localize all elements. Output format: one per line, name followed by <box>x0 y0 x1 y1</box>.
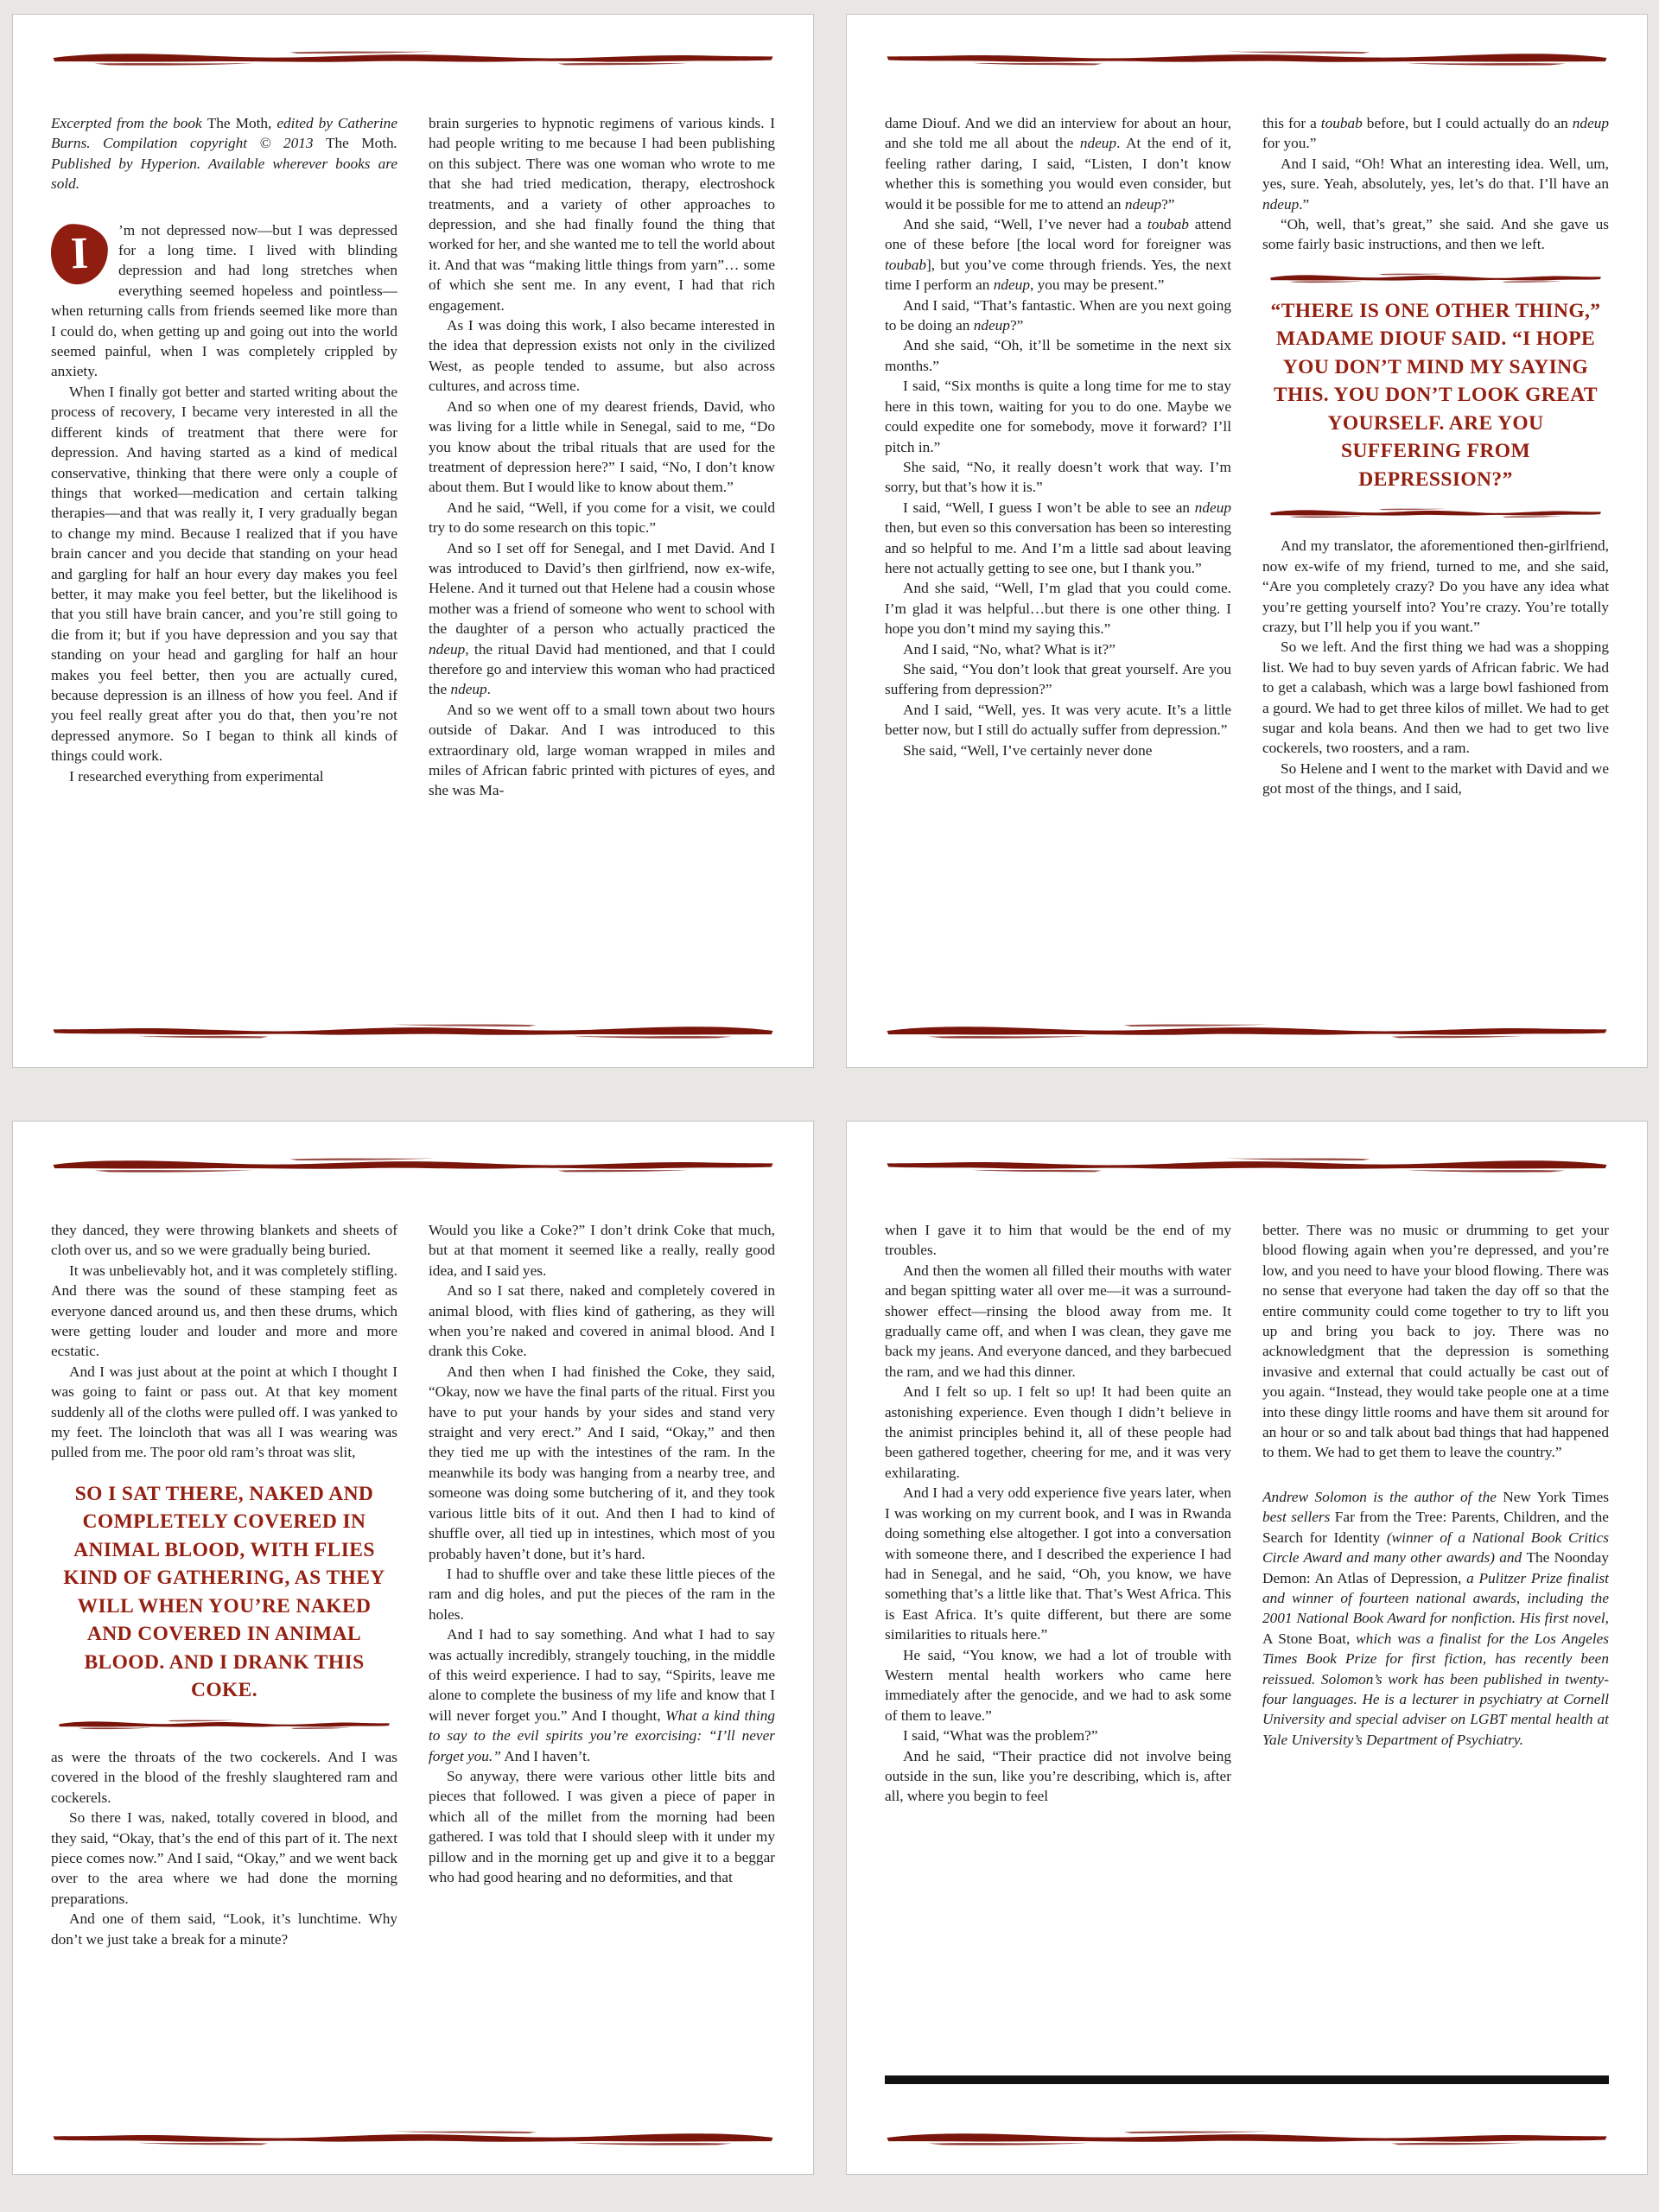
brush-rule <box>1269 272 1602 283</box>
paragraph: as were the throats of the two cockerels. And I was covered in the blood of the freshly slaughtered ram and cockerels. <box>51 1748 397 1806</box>
paragraph: And my translator, the aforementioned then-girlfriend, now ex-wife of my friend, turned to me, and she said, “Are you completely crazy? Do you have any idea what you’re getting yourself into? You’re crazy. You’re totally crazy, but I’ll help you if you want.” <box>1262 537 1609 635</box>
paragraph: And he said, “Well, if you come for a visit, we could try to do some research on this topic.” <box>429 499 775 537</box>
text-column <box>885 113 1231 991</box>
paragraph: And I felt so up. I felt so up! It had been quite an astonishing experience. Even though I didn’t believe in the animist principles behind it, all of these people had been gathered together, cheering for me, and it was very exhilarating. <box>885 1383 1231 1481</box>
paragraph: She said, “You don’t look that great yourself. Are you suffering from depression?” <box>885 660 1231 698</box>
pull-quote-block <box>1262 272 1609 519</box>
text-columns <box>885 113 1609 991</box>
paragraph: And then the women all filled their mouths with water and began spitting water all over me—it was a surround-shower effect—rinsing the blood away from me. It gradually came off, and when I was clean, they gave me back my jeans. And everyone danced, and they barbecued the ram, and we had this dinner. <box>885 1262 1231 1380</box>
brush-rule <box>885 1156 1609 1173</box>
brush-rule <box>885 2129 1609 2146</box>
paragraph-text: ’m not depressed now—but I was depressed for a long time. I lived with blinding depression and had long stretches when everything seemed hopeless and pointless—when returning calls from friends seemed like more than I could do, when getting up and going out into the world seemed painful, when I was completely crippled by anxiety. <box>51 221 397 380</box>
paragraph: And she said, “Well, I’ve never had a toubab attend one of these before [the local word for foreigner was toubab], but you’ve come through friends. Yes, the next time I perform an ndeup, you may be present.” <box>885 216 1231 294</box>
paragraph: And so when one of my dearest friends, David, who was living for a little while in Senegal, said to me, “Do you know about the tribal rituals that are used for the treatment of depression here?” I said, “No, I don’t know about them. But I would like to know about them.” <box>429 397 775 496</box>
paragraph: So we left. And the first thing we had was a shopping list. We had to buy seven yards of African fabric. We had to get a calabash, which was a large bowl fashioned from a gourd. We had to get three kilos of millet. We had to get sugar and kola beans. And then we had to get two live cockerels, two roosters, and a ram. <box>1262 639 1609 757</box>
paragraph: As I was doing this work, I also became interested in the idea that depression exists not only in the civilized West, as people tended to assume, but also across cultures, and across time. <box>429 317 775 395</box>
text-column <box>885 1220 1231 2098</box>
end-of-article-rule <box>885 2075 1609 2084</box>
paragraph: So anyway, there were various other little bits and pieces that followed. I was given a piece of paper in which all of the millet from the morning had been gathered. I was told that I should sleep with it under my pillow and in the morning get up and give it to a beggar who had good hearing and no deformities, and that <box>429 1767 775 1885</box>
paragraph: I had to shuffle over and take these little pieces of the ram and dig holes, and put the pieces of the ram in the holes. <box>429 1565 775 1623</box>
bottom-brush-rule <box>885 1022 1609 1039</box>
paragraph: And I said, “Well, yes. It was very acute. It’s a little better now, but I still do actually suffer from depression.” <box>885 701 1231 739</box>
brush-rule <box>51 1156 775 1173</box>
paragraph: And she said, “Oh, it’ll be sometime in the next six months.” <box>885 337 1231 374</box>
magazine-page-2 <box>846 14 1648 1068</box>
paragraph: And he said, “Their practice did not involve being outside in the sun, like you’re describing, which is, after all, where you begin to feel <box>885 1747 1231 1805</box>
author-bio: Andrew Solomon is the author of the New York Times best sellers Far from the Tree: Parents, Children, and the Search for Identity (winner of a National Book Critics Circle Award and many other awards) and The Noonday Demon: An Atlas of Depression, a Pulitzer Prize finalist and winner of fourteen national awards, including the 2001 National Book Award for nonfiction. His first novel, A Stone Boat, which was a finalist for the Los Angeles Times Book Prize for first fiction, has recently been reissued. Solomon’s work has been published in twenty-four languages. He is a lecturer in psychiatry at Cornell University and special adviser on LGBT mental health at Yale University’s Department of Psychiatry. <box>1262 1488 1609 1748</box>
copyright-note: Excerpted from the book The Moth, edited by Catherine Burns. Compilation copyright © 2013 The Moth. Published by Hyperion. Available wherever books are sold. <box>51 115 397 193</box>
paragraph: this for a toubab before, but I could actually do an ndeup for you.” <box>1262 115 1609 152</box>
text-column <box>1262 113 1609 991</box>
paragraph: And then when I had finished the Coke, they said, “Okay, now we have the final parts of the ritual. First you have to put your hands by your sides and stand very straight and very erect.” And I said, “Okay,” and then they tied me up with the intestines of the ram. In the meanwhile its body was hanging from a nearby tree, and someone was doing some butchering of it, and they took various little bits of it out. And then I had to kind of shuffle over, all tied up in intestines, which most of you probably haven’t done, but it’s hard. <box>429 1363 775 1562</box>
paragraph: dame Diouf. And we did an interview for about an hour, and she told me all about the ndeup. At the end of it, feeling rather daring, I said, “Listen, I don’t know whether this is something you would even consider, but would it be possible for me to attend an ndeup?” <box>885 115 1231 213</box>
paragraph: So Helene and I went to the market with David and we got most of the things, and I said, <box>1262 760 1609 798</box>
bottom-brush-rule <box>51 1022 775 1039</box>
text-column <box>429 113 775 991</box>
text-column <box>51 113 397 991</box>
text-columns <box>885 1220 1609 2098</box>
paragraph: And I was just about at the point at which I thought I was going to faint or pass out. At that key moment suddenly all of the cloths were pulled off. I was yanked to my feet. The loincloth that was all I was wearing was pulled from me. The poor old ram’s throat was slit, <box>51 1363 397 1461</box>
paragraph: And so we went off to a small town about two hours outside of Dakar. And I was introduced to this extraordinary old, large woman wrapped in miles and miles of African fabric printed with pictures of eyes, and she was Ma- <box>429 701 775 799</box>
paragraph: they danced, they were throwing blankets and sheets of cloth over us, and so we were gradually being buried. <box>51 1222 397 1259</box>
brush-rule <box>51 49 775 67</box>
paragraph: And one of them said, “Look, it’s lunchtime. Why don’t we just take a break for a minute? <box>51 1910 397 1948</box>
top-brush-rule <box>885 1156 1609 1173</box>
text-columns <box>51 1220 775 2098</box>
brush-rule <box>51 2129 775 2146</box>
pull-quote-text: “THERE IS ONE OTHER THING,” MADAME DIOUF SAID. “I HOPE YOU DON’T MIND MY SAYING THIS. YOU DON’T LOOK GREAT YOURSELF. ARE YOU SUFFERING FROM DEPRESSION?” <box>1270 299 1601 491</box>
bottom-brush-rule <box>885 2129 1609 2146</box>
magazine-page-3 <box>12 1121 814 2175</box>
paragraph: She said, “No, it really doesn’t work that way. I’m sorry, but that’s how it is.” <box>885 458 1231 496</box>
brush-rule <box>885 49 1609 67</box>
top-brush-rule <box>51 49 775 67</box>
paragraph: And she said, “Well, I’m glad that you could come. I’m glad it was helpful…but there is one other thing. I hope you don’t mind my saying this.” <box>885 580 1231 638</box>
brush-rule <box>58 1719 391 1730</box>
magazine-page-4 <box>846 1121 1648 2175</box>
pull-quote-text: SO I SAT THERE, NAKED AND COMPLETELY COVERED IN ANIMAL BLOOD, WITH FLIES KIND OF GATHERING, AS THEY WILL WHEN YOU’RE NAKED AND COVERED IN ANIMAL BLOOD. AND I DRANK THIS COKE. <box>63 1482 385 1702</box>
bottom-brush-rule <box>51 2129 775 2146</box>
paragraph: He said, “You know, we had a lot of trouble with Western mental health workers who came here immediately after the genocide, and we had to ask some of them to leave.” <box>885 1646 1231 1724</box>
brush-rule <box>51 1022 775 1039</box>
paragraph: And I had a very odd experience five years later, when I was working on my current book, and I was in Rwanda doing something else altogether. I got into a conversation with someone there, and I described the experience I had had in Senegal, and he said, “Oh, you know, we have something that’s a little like that. That’s West Africa. This is East Africa. It’s quite different, but there are some similarities to rituals here.” <box>885 1484 1231 1643</box>
paragraph: And I said, “Oh! What an interesting idea. Well, um, yes, sure. Yeah, absolutely, yes, let’s do that. I’ll have an ndeup.” <box>1262 155 1609 213</box>
paragraph: And so I sat there, naked and completely covered in animal blood, with flies kind of gathering, as they will when you’re naked and covered in animal blood. And I drank this Coke. <box>429 1282 775 1360</box>
top-brush-rule <box>51 1156 775 1173</box>
paragraph: When I finally got better and started writing about the process of recovery, I became very interested in all the different kinds of treatment that there were for depression. And having started as a kind of medical conservative, thinking that there were only a couple of things that worked—medication and certain talking therapies—and that was really it, I very gradually began to change my mind. Because I realized that if you have brain cancer and you decide that standing on your head and gargling for half an hour every day makes you feel better, it may make you feel better, but the likelihood is that you still have brain cancer, and you’re still going to die from it; but if you have depression and you say that standing on your head and gargling for half an hour makes you feel better, then you are actually cured, because depression is an illness of how you feel. And if you feel really great after you do that, then you’re not depressed anymore. So I began to think all kinds of things could work. <box>51 383 397 765</box>
drop-cap: I <box>51 222 109 284</box>
paragraph: And I said, “That’s fantastic. When are you next going to be doing an ndeup?” <box>885 296 1231 334</box>
paragraph: I said, “Well, I guess I won’t be able to see an ndeup then, but even so this conversation has been so interesting and so helpful to me. And I’m a little sad about leaving here not actually getting to see one, but I thank you.” <box>885 499 1231 576</box>
paragraph: I said, “Six months is quite a long time for me to stay here in this town, waiting for you to do one. Maybe we could expedite one for somebody, move it forward? I’ll pitch in.” <box>885 378 1231 455</box>
brush-rule <box>885 1022 1609 1039</box>
text-column <box>429 1220 775 2098</box>
text-columns <box>51 113 775 991</box>
paragraph: better. There was no music or drumming to get your blood flowing again when you’re depressed, and you’re low, and you need to have your blood flowing. There was no sense that everyone had taken the day off so that the entire community could come together to try to lift you up and bring you back to joy. There was no acknowledgment that the depression is something invasive and external that could actually be cast out of you again. “Instead, they would take people one at a time into these dingy little rooms and have them sit around for an hour or so and talk about bad things that had happened to them. We had to get them to leave the country.” <box>1262 1222 1609 1461</box>
paragraph: She said, “Well, I’ve certainly never done <box>903 741 1153 759</box>
paragraph: So there I was, naked, totally covered in blood, and they said, “Okay, that’s the end of this part of it. The next piece comes now.” And I said, “Okay,” and we went back over to the area where we had done the morning preparations. <box>51 1809 397 1907</box>
text-column <box>51 1220 397 2098</box>
top-brush-rule <box>885 49 1609 67</box>
paragraph: It was unbelievably hot, and it was completely stifling. And there was the sound of these stamping feet as everyone danced around us, and then these drums, which were getting louder and louder and more and more ecstatic. <box>51 1262 397 1360</box>
paragraph: “Oh, well, that’s great,” she said. And she gave us some fairly basic instructions, and then we left. <box>1262 216 1609 253</box>
paragraph: I said, “What was the problem?” <box>903 1727 1098 1745</box>
brush-rule <box>1269 507 1602 518</box>
paragraph: Would you like a Coke?” I don’t drink Coke that much, but at that moment it seemed like a really, really good idea, and I said yes. <box>429 1222 775 1279</box>
paragraph: I researched everything from experimental <box>69 767 324 785</box>
paragraph: when I gave it to him that would be the end of my troubles. <box>885 1222 1231 1259</box>
opening-paragraph <box>51 220 397 382</box>
paragraph: And I said, “No, what? What is it?” <box>903 640 1116 658</box>
paragraph: And I had to say something. And what I had to say was actually incredibly, strangely touching, in the middle of this weird experience. I had to say, “Spirits, leave me alone to complete the business of my life and know that I will never forget you.” And I thought, What a kind thing to say to the evil spirits you’re exorcising: “I’ll never forget you.” And I haven’t. <box>429 1626 775 1764</box>
pull-quote-block <box>51 1480 397 1730</box>
paragraph: And so I set off for Senegal, and I met David. And I was introduced to David’s then girlfriend, now ex-wife, Helene. And it turned out that Helene had a cousin whose mother was a friend of someone who went to school with the daughter of a person who actually practiced the ndeup, the ritual David had mentioned, and that I could therefore go and interview this woman who had practiced the ndeup. <box>429 539 775 698</box>
magazine-page-1 <box>12 14 814 1068</box>
text-column <box>1262 1220 1609 2098</box>
paragraph: brain surgeries to hypnotic regimens of various kinds. I had people writing to me because I had been publishing on this subject. There was one woman who wrote to me that she had tried medication, therapy, electroshock treatments, and a variety of other approaches to depression, and she had finally found the thing that worked for her, and she wanted me to tell the world about it. And that was “making little things from yarn”… some of which she sent me. In any event, I had that rich engagement. <box>429 115 775 314</box>
